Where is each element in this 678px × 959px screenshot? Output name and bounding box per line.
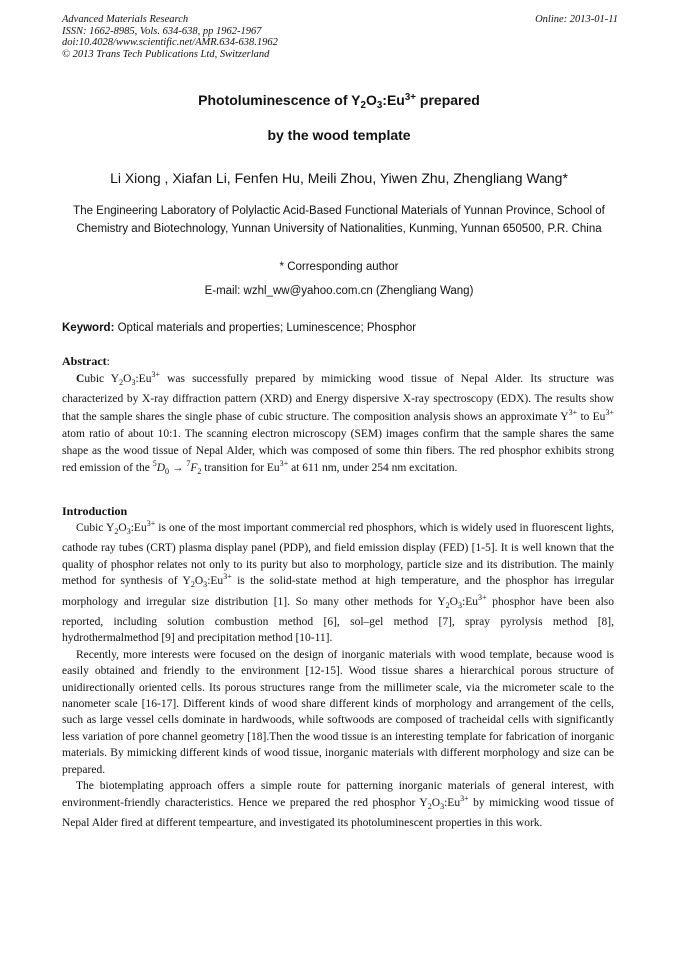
author-list: Li Xiong , Xiafan Li, Fenfen Hu, Meili Zhou, Yiwen Zhu, Zhengliang Wang*: [110, 170, 568, 186]
issn-line: ISSN: 1662-8985, Vols. 634-638, pp 1962-1967: [62, 25, 262, 37]
keywords: [62, 322, 622, 334]
introduction-text: [62, 520, 614, 831]
keyword-text: Optical materials and properties; Luminescence; Phosphor: [114, 322, 417, 334]
abstract-heading: Abstract:: [62, 354, 110, 368]
online-date: Online: 2013-01-11: [535, 14, 618, 25]
doi-line: doi:10.4028/www.scientific.net/AMR.634-638.1962: [62, 37, 278, 48]
paper-title-line1: Photoluminescence of $Y_2O_3:Eu^{3+}$ prepared: [198, 92, 480, 111]
keyword-label: Keyword:: [62, 322, 115, 334]
intro-paragraph-1: Cubic $Y_2O_3:Eu^{3+}$ is one of the most important commercial red phosphors, which is widely used in fluorescent lights, cathode ray tubes (CRT) plasma display panel (PDP), and field emission display (FED) [1-5]. It is well known that the quality of phosphor relates not only to its purity but also to morphology, particle size and its distribution. The mainly method for synthesis of $Y_2O_3:Eu^{3+}$ is the solid-state method at high temperature, and the phosphor has irregular morphology and irregular size distribution [1]. So many other methods for $Y_2O_3:Eu^{3+}$ phosphor have been also reported, including solution combustion method [6], sol–gel method [7], spray pyrolysis method [8], hydrothermalmethod [9] and precipitation method [10-11].: [62, 519, 614, 645]
intro-paragraph-2: Recently, more interests were focused on the design of inorganic materials with wood template, because wood is easily obtained and friendly to the environment [12-15]. Wood tissue shares a hierarchical porous structure of unidirectionally oriented cells. Its porous structures range from the millimeter scale, via the micrometer scale to the nanometer scale [16-17]. Different kinds of wood share different kinds of morphology and arrangement of the cells, such as large vessel cells dominate in hardwoods, while softwoods are composed of tracheidal cells with significantly less variation of pore channel geometry [18].Then the wood tissue is an interesting template for fabrication of inorganic materials. By mimicking different kinds of wood tissue, inorganic materials with different morphology and size can be prepared.: [62, 648, 614, 776]
email-line: E-mail: wzhl_ww@yahoo.com.cn (Zhengliang Wang): [204, 285, 474, 297]
intro-paragraph-3: The biotemplating approach offers a simple route for patterning inorganic materials of general interest, with environment-friendly characteristics. Hence we prepared the red phosphor $Y_2O_3:Eu^{3+}$ by mimicking wood tissue of Nepal Alder fired at different tempearture, and investigated its photoluminescent properties in this work.: [62, 780, 614, 829]
copyright-line: © 2013 Trans Tech Publications Ltd, Switzerland: [62, 48, 270, 60]
journal-name: Advanced Materials Research: [62, 14, 189, 25]
abstract-text: Cubic $Y_2O_3:Eu^{3+}$ was successfully prepared by mimicking wood tissue of Nepal Alder. Its structure was characterized by X-ray diffraction pattern (XRD) and Energy dispersive X-ray spectroscopy (EDX). The results show that the sample shares the single phase of cubic structure. The composition analysis shows an approximate $Y^{3+}$ to $Eu^{3+}$ atom ratio of about 10:1. The scanning electron microscopy (SEM) images confirm that the sample shares the same shape as the wood tissue of Nepal Alder, which was composed of some thin fibers. The red phosphor exhibits strong red emission of the $^5D_0 \to ^7F_2$ transition for $Eu^{3+}$ at 611 nm, under 254 nm excitation.: [62, 370, 615, 477]
affiliation: The Engineering Laboratory of Polylactic Acid-Based Functional Materials of Yunnan Province, School of Chemistry and Biotechnology, Yunnan University of Nationalities, Kunming, Yunnan 650500, P.R. China: [73, 205, 605, 235]
introduction-heading: Introduction: [62, 504, 128, 518]
corresponding-author-note: * Corresponding author: [279, 261, 399, 273]
journal-header: [62, 14, 618, 60]
paper-title-line2: by the wood template: [267, 127, 411, 143]
